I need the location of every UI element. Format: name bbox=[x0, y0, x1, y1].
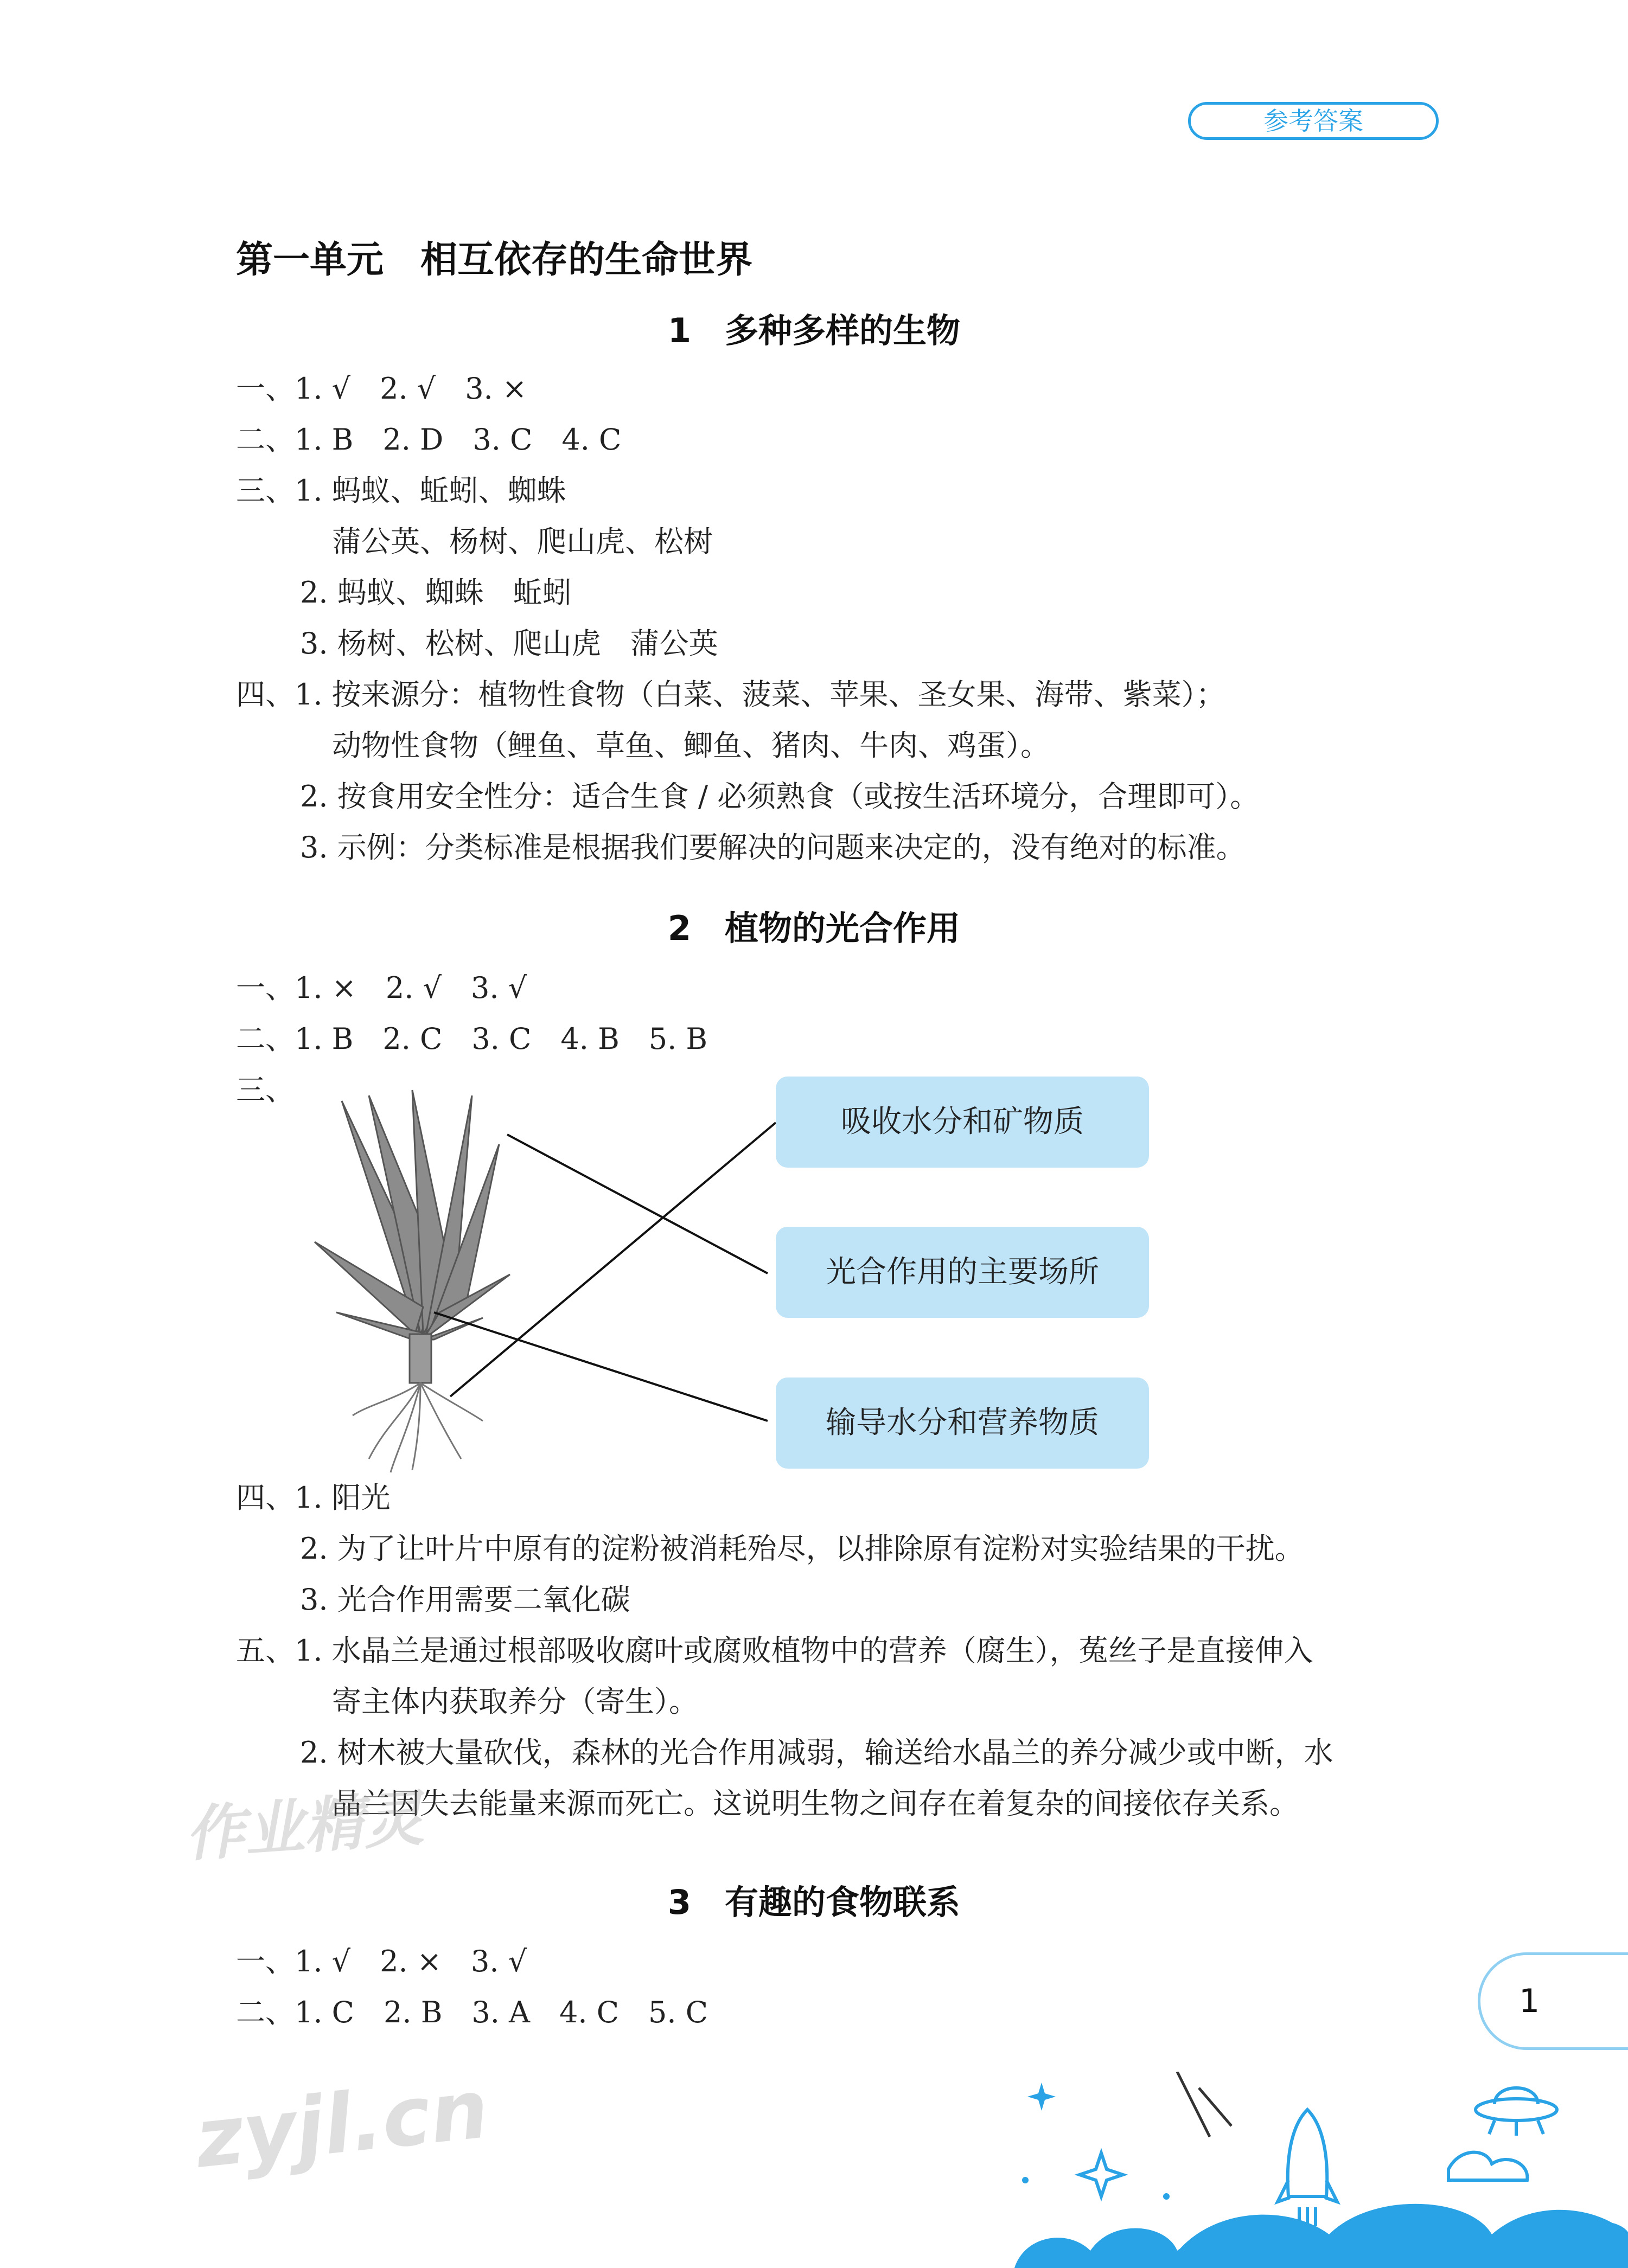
answer-line: 蒲公英、杨树、爬山虎、松树 bbox=[332, 524, 713, 559]
unit-title: 第一单元 相互依存的生命世界 bbox=[236, 239, 753, 281]
watermark-zyjl: zyjl.cn bbox=[191, 2062, 493, 2187]
page-number: 1 bbox=[1519, 1982, 1540, 2020]
star-icon bbox=[1080, 2153, 1123, 2196]
answer-line: 二、1. C 2. B 3. A 4. C 5. C bbox=[236, 1995, 708, 2029]
answer-line: 3. 杨树、松树、爬山虎 蒲公英 bbox=[300, 626, 718, 661]
answer-line: 三、 bbox=[236, 1073, 295, 1107]
answer-line: 晶兰因失去能量来源而死亡。这说明生物之间存在着复杂的间接依存关系。 bbox=[332, 1786, 1299, 1821]
cloud-icon bbox=[1166, 2204, 1628, 2268]
answer-line: 2. 按食用安全性分：适合生食 / 必须熟食（或按生活环境分，合理即可）。 bbox=[300, 779, 1260, 813]
answer-line: 四、1. 按来源分：植物性食物（白菜、菠菜、苹果、圣女果、海带、紫菜）； bbox=[236, 677, 1225, 712]
label-photosynthesis-site: 光合作用的主要场所 bbox=[776, 1227, 1149, 1318]
answer-line: 2. 树木被大量砍伐，森林的光合作用减弱，输送给水晶兰的养分减少或中断，水 bbox=[300, 1735, 1333, 1770]
answer-line: 2. 为了让叶片中原有的淀粉被消耗殆尽，以排除原有淀粉对实验结果的干扰。 bbox=[300, 1532, 1304, 1566]
answer-line: 一、1. √ 2. × 3. √ bbox=[236, 1944, 527, 1978]
answer-line: 3. 示例：分类标准是根据我们要解决的问题来决定的，没有绝对的标准。 bbox=[300, 830, 1246, 864]
label-absorb-water-minerals: 吸收水分和矿物质 bbox=[776, 1077, 1149, 1168]
decorative-space-illustration bbox=[1004, 2072, 1628, 2268]
cloud-outline-icon bbox=[1448, 2152, 1527, 2180]
star-icon bbox=[1027, 2083, 1056, 2111]
answer-line: 五、1. 水晶兰是通过根部吸收腐叶或腐败植物中的营养（腐生），菟丝子是直接伸入 bbox=[236, 1633, 1313, 1668]
rocket-icon bbox=[1278, 2110, 1337, 2234]
answer-line: 二、1. B 2. D 3. C 4. C bbox=[236, 422, 622, 457]
page-number-tab bbox=[1478, 1952, 1628, 2050]
answer-line: 动物性食物（鲤鱼、草鱼、鲫鱼、猪肉、牛肉、鸡蛋）。 bbox=[332, 728, 1050, 763]
dot-icon bbox=[1022, 2177, 1029, 2183]
answer-line: 3. 光合作用需要二氧化碳 bbox=[300, 1583, 630, 1617]
answer-line: 2. 蚂蚁、蜘蛛 蚯蚓 bbox=[300, 575, 572, 610]
label-transport-water-nutrients: 输导水分和营养物质 bbox=[776, 1378, 1149, 1469]
answer-line: 一、1. × 2. √ 3. √ bbox=[236, 971, 527, 1005]
answer-line: 三、1. 蚂蚁、蚯蚓、蜘蛛 bbox=[236, 473, 566, 508]
answer-line: 二、1. B 2. C 3. C 4. B 5. B bbox=[236, 1022, 708, 1056]
answer-key-badge: 参考答案 bbox=[1188, 102, 1439, 140]
dot-icon bbox=[1163, 2193, 1170, 2200]
motion-lines-icon bbox=[1177, 2072, 1231, 2137]
lesson-1-title: 1 多种多样的生物 bbox=[667, 311, 961, 350]
ufo-icon bbox=[1476, 2088, 1557, 2136]
lesson-2-title: 2 植物的光合作用 bbox=[667, 908, 961, 948]
answer-line: 寄主体内获取养分（寄生）。 bbox=[332, 1684, 698, 1719]
answer-line: 四、1. 阳光 bbox=[236, 1481, 391, 1515]
watermark-zuoye-jingling: 作业精灵 bbox=[182, 1783, 426, 1870]
lesson-3-title: 3 有趣的食物联系 bbox=[667, 1882, 961, 1922]
answer-line: 一、1. √ 2. √ 3. × bbox=[236, 371, 527, 406]
